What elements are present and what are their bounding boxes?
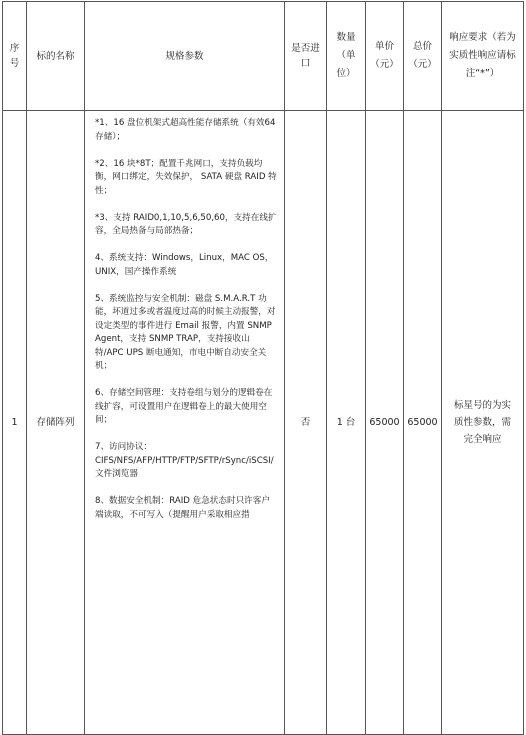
- cell-qty: 1 台: [327, 111, 366, 735]
- table-row: [3, 111, 524, 735]
- cell-name: 存储阵列: [27, 111, 85, 735]
- cell-response: 标星号的为实质性参数，需完全响应: [442, 111, 524, 735]
- header-total-price: 总价（元）: [404, 2, 442, 111]
- cell-import: 否: [285, 111, 327, 735]
- cell-total-price: 65000: [404, 111, 442, 735]
- header-name: 标的名称: [27, 2, 85, 111]
- spec-line: 8、数据安全机制：RAID 危急状态时只许客户端读取，不可写入（提醒用户采取相应措: [95, 496, 270, 520]
- cell-seq: 1: [3, 111, 27, 735]
- procurement-table: [2, 1, 524, 735]
- header-qty: 数量（单位）: [327, 2, 366, 111]
- header-unit-price: 单价（元）: [366, 2, 404, 111]
- spec-line: 5、系统监控与安全机制：磁盘 S.M.A.R.T 功能，坏道过多或者温度过高的时候主动报警，对设定类型的事件进行 Email 报警，内置 SNMP Agent，支持 SNMP TRAP，支持接收山特/APC UPS 断电通知，市电中断自动安全关机；: [95, 293, 276, 371]
- cell-spec: [85, 111, 285, 735]
- header-row: [3, 2, 524, 111]
- cell-unit-price: 65000: [366, 111, 404, 735]
- header-seq: 序号: [3, 2, 27, 111]
- spec-line: *1、16 盘位机架式超高性能存储系统（有效64 存储）；: [95, 118, 276, 142]
- spec-line: 4、系统支持：Windows，Linux，MAC OS，UNIX，国产操作系统: [95, 253, 274, 277]
- spec-line: *3、支持 RAID0,1,10,5,6,50,60，支持在线扩容，全局热备与局部热备；: [95, 212, 277, 236]
- spec-line: *2、16 块*8T；配置千兆网口，支持负载均衡，网口绑定，失效保护， SATA 硬盘 RAID 特性；: [95, 158, 277, 196]
- header-import: 是否进口: [285, 2, 327, 111]
- header-spec: 规格参数: [85, 2, 285, 111]
- spec-line: 7、访问协议：CIFS/NFS/AFP/HTTP/FTP/SFTP/rSync/iSCSI/文件浏览器: [95, 442, 274, 479]
- spec-line: 6、存储空间管理：支持卷组与划分的逻辑卷在线扩容，可设置用户在逻辑卷上的最大使用空间；: [95, 388, 273, 425]
- header-response: 响应要求（若为实质性响应请标注“*”）: [442, 2, 524, 111]
